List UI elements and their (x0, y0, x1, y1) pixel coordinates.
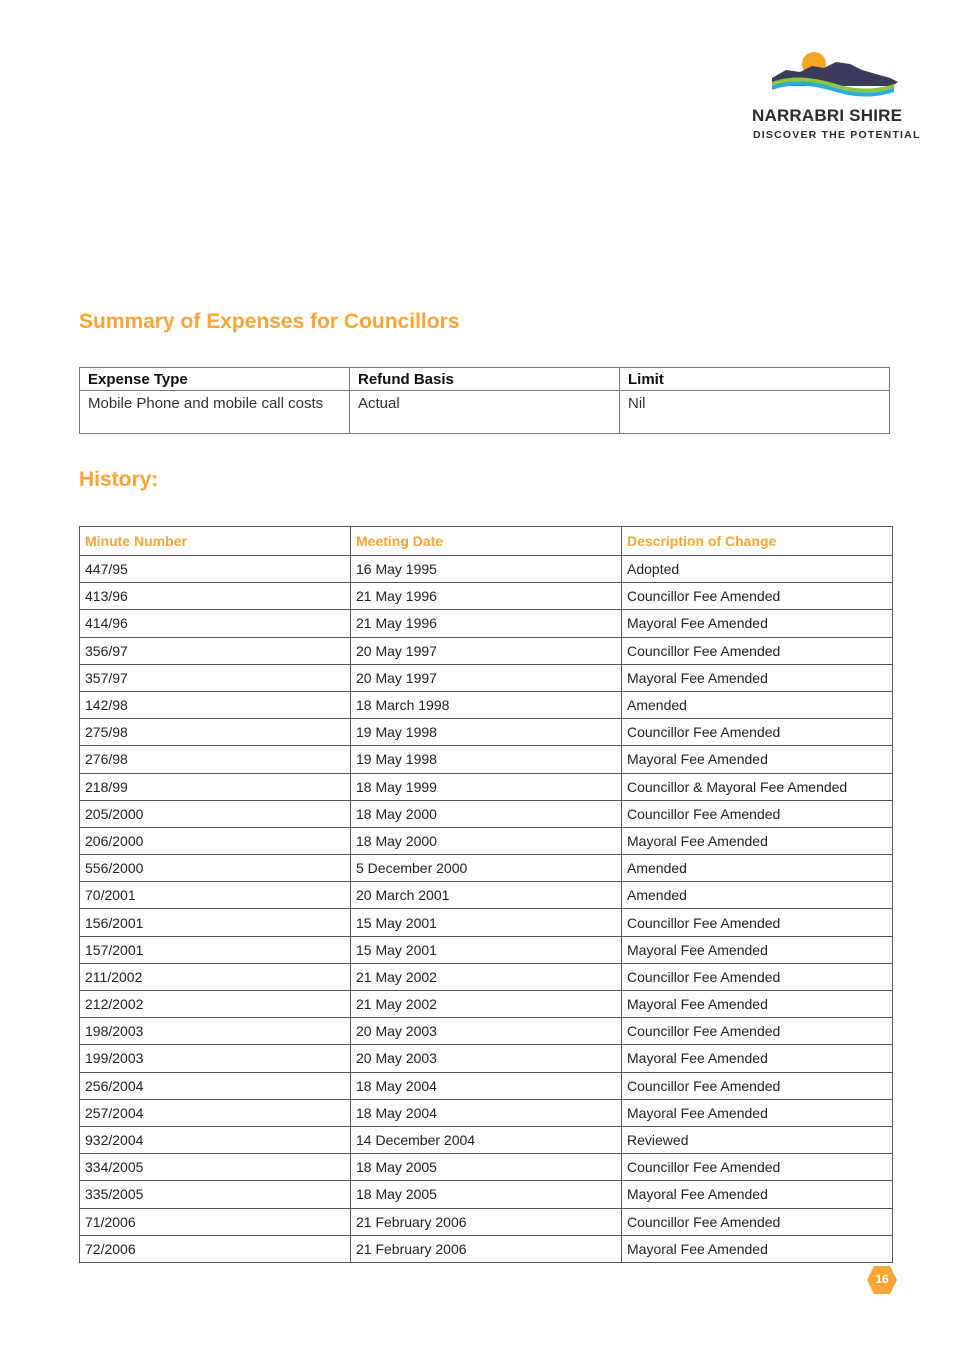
description-cell: Mayoral Fee Amended (622, 746, 893, 773)
table-row (80, 1154, 893, 1181)
table-row (80, 855, 893, 882)
description-cell: Councillor Fee Amended (622, 1208, 893, 1235)
meeting-date-cell: 19 May 1998 (351, 746, 622, 773)
minute-number-cell: 156/2001 (80, 909, 351, 936)
description-cell: Mayoral Fee Amended (622, 827, 893, 854)
page-number-badge (866, 1264, 898, 1296)
description-cell: Councillor Fee Amended (622, 1072, 893, 1099)
meeting-date-cell: 21 May 2002 (351, 991, 622, 1018)
brand-name: NARRABRI SHIRE (752, 106, 903, 125)
meeting-date-cell: 15 May 2001 (351, 909, 622, 936)
description-cell: Councillor Fee Amended (622, 963, 893, 990)
description-cell: Adopted (622, 556, 893, 583)
description-cell: Mayoral Fee Amended (622, 1181, 893, 1208)
table-row (80, 691, 893, 718)
table-row (80, 1235, 893, 1262)
refund-basis-header: Refund Basis (350, 368, 620, 391)
minute-number-cell: 275/98 (80, 719, 351, 746)
expense-type-header: Expense Type (80, 368, 350, 391)
table-row (80, 1018, 893, 1045)
description-cell: Amended (622, 855, 893, 882)
table-row (80, 991, 893, 1018)
table-row (80, 909, 893, 936)
description-cell: Councillor Fee Amended (622, 1018, 893, 1045)
expenses-header-row (80, 368, 890, 391)
minute-number-cell: 198/2003 (80, 1018, 351, 1045)
expense-type-cell: Mobile Phone and mobile call costs (80, 391, 350, 434)
table-row (80, 1045, 893, 1072)
meeting-date-cell: 20 May 1997 (351, 637, 622, 664)
table-row (80, 719, 893, 746)
minute-number-cell: 212/2002 (80, 991, 351, 1018)
minute-number-cell: 206/2000 (80, 827, 351, 854)
page-number: 16 (875, 1272, 889, 1286)
description-cell: Councillor Fee Amended (622, 1154, 893, 1181)
description-cell: Mayoral Fee Amended (622, 1235, 893, 1262)
description-cell: Councillor Fee Amended (622, 909, 893, 936)
refund-basis-cell: Actual (350, 391, 620, 434)
minute-number-cell: 356/97 (80, 637, 351, 664)
limit-cell: Nil (620, 391, 890, 434)
description-cell: Councillor Fee Amended (622, 719, 893, 746)
minute-number-cell: 357/97 (80, 664, 351, 691)
minute-number-cell: 556/2000 (80, 855, 351, 882)
minute-number-cell: 72/2006 (80, 1235, 351, 1262)
description-cell: Councillor Fee Amended (622, 637, 893, 664)
meeting-date-header: Meeting Date (351, 527, 622, 556)
meeting-date-cell: 20 May 2003 (351, 1045, 622, 1072)
minute-number-cell: 335/2005 (80, 1181, 351, 1208)
meeting-date-cell: 18 May 2005 (351, 1181, 622, 1208)
table-row (80, 1126, 893, 1153)
minute-number-cell: 256/2004 (80, 1072, 351, 1099)
summary-heading: Summary of Expenses for Councillors (79, 310, 460, 333)
table-row (80, 746, 893, 773)
expenses-table (79, 367, 890, 434)
meeting-date-cell: 21 May 1996 (351, 583, 622, 610)
brand-tagline: DISCOVER THE POTENTIAL (753, 129, 921, 141)
description-cell: Mayoral Fee Amended (622, 1045, 893, 1072)
description-cell: Councillor Fee Amended (622, 800, 893, 827)
meeting-date-cell: 18 May 1999 (351, 773, 622, 800)
meeting-date-cell: 14 December 2004 (351, 1126, 622, 1153)
meeting-date-cell: 18 May 2004 (351, 1072, 622, 1099)
narrabri-shire-logo (752, 48, 922, 148)
meeting-date-cell: 21 May 1996 (351, 610, 622, 637)
meeting-date-cell: 21 February 2006 (351, 1235, 622, 1262)
minute-number-cell: 276/98 (80, 746, 351, 773)
table-row (80, 556, 893, 583)
limit-header: Limit (620, 368, 890, 391)
description-cell: Mayoral Fee Amended (622, 936, 893, 963)
minute-number-cell: 218/99 (80, 773, 351, 800)
minute-number-cell: 157/2001 (80, 936, 351, 963)
table-row (80, 391, 890, 434)
table-row (80, 1208, 893, 1235)
meeting-date-cell: 18 May 2004 (351, 1099, 622, 1126)
description-cell: Mayoral Fee Amended (622, 610, 893, 637)
meeting-date-cell: 20 May 1997 (351, 664, 622, 691)
meeting-date-cell: 15 May 2001 (351, 936, 622, 963)
minute-number-cell: 142/98 (80, 691, 351, 718)
table-row (80, 963, 893, 990)
meeting-date-cell: 21 May 2002 (351, 963, 622, 990)
minute-number-cell: 70/2001 (80, 882, 351, 909)
minute-number-cell: 199/2003 (80, 1045, 351, 1072)
description-cell: Councillor Fee Amended (622, 583, 893, 610)
minute-number-cell: 447/95 (80, 556, 351, 583)
minute-number-cell: 71/2006 (80, 1208, 351, 1235)
meeting-date-cell: 5 December 2000 (351, 855, 622, 882)
table-row (80, 637, 893, 664)
description-cell: Amended (622, 882, 893, 909)
table-row (80, 936, 893, 963)
meeting-date-cell: 20 March 2001 (351, 882, 622, 909)
meeting-date-cell: 18 May 2000 (351, 800, 622, 827)
minute-number-cell: 205/2000 (80, 800, 351, 827)
table-row (80, 610, 893, 637)
table-row (80, 583, 893, 610)
table-row (80, 882, 893, 909)
history-table (79, 526, 893, 1263)
minute-number-cell: 257/2004 (80, 1099, 351, 1126)
narrabri-landscape-logo-icon (772, 48, 902, 106)
description-cell: Reviewed (622, 1126, 893, 1153)
meeting-date-cell: 19 May 1998 (351, 719, 622, 746)
description-header: Description of Change (622, 527, 893, 556)
table-row (80, 664, 893, 691)
history-heading: History: (79, 468, 159, 491)
meeting-date-cell: 21 February 2006 (351, 1208, 622, 1235)
table-row (80, 1072, 893, 1099)
table-row (80, 1181, 893, 1208)
table-row (80, 773, 893, 800)
minute-number-cell: 413/96 (80, 583, 351, 610)
description-cell: Councillor & Mayoral Fee Amended (622, 773, 893, 800)
table-row (80, 1099, 893, 1126)
description-cell: Mayoral Fee Amended (622, 991, 893, 1018)
meeting-date-cell: 20 May 2003 (351, 1018, 622, 1045)
meeting-date-cell: 18 May 2005 (351, 1154, 622, 1181)
minute-number-header: Minute Number (80, 527, 351, 556)
meeting-date-cell: 18 March 1998 (351, 691, 622, 718)
minute-number-cell: 334/2005 (80, 1154, 351, 1181)
minute-number-cell: 211/2002 (80, 963, 351, 990)
table-row (80, 800, 893, 827)
description-cell: Mayoral Fee Amended (622, 664, 893, 691)
table-row (80, 827, 893, 854)
description-cell: Amended (622, 691, 893, 718)
history-header-row (80, 527, 893, 556)
minute-number-cell: 414/96 (80, 610, 351, 637)
meeting-date-cell: 18 May 2000 (351, 827, 622, 854)
description-cell: Mayoral Fee Amended (622, 1099, 893, 1126)
minute-number-cell: 932/2004 (80, 1126, 351, 1153)
meeting-date-cell: 16 May 1995 (351, 556, 622, 583)
